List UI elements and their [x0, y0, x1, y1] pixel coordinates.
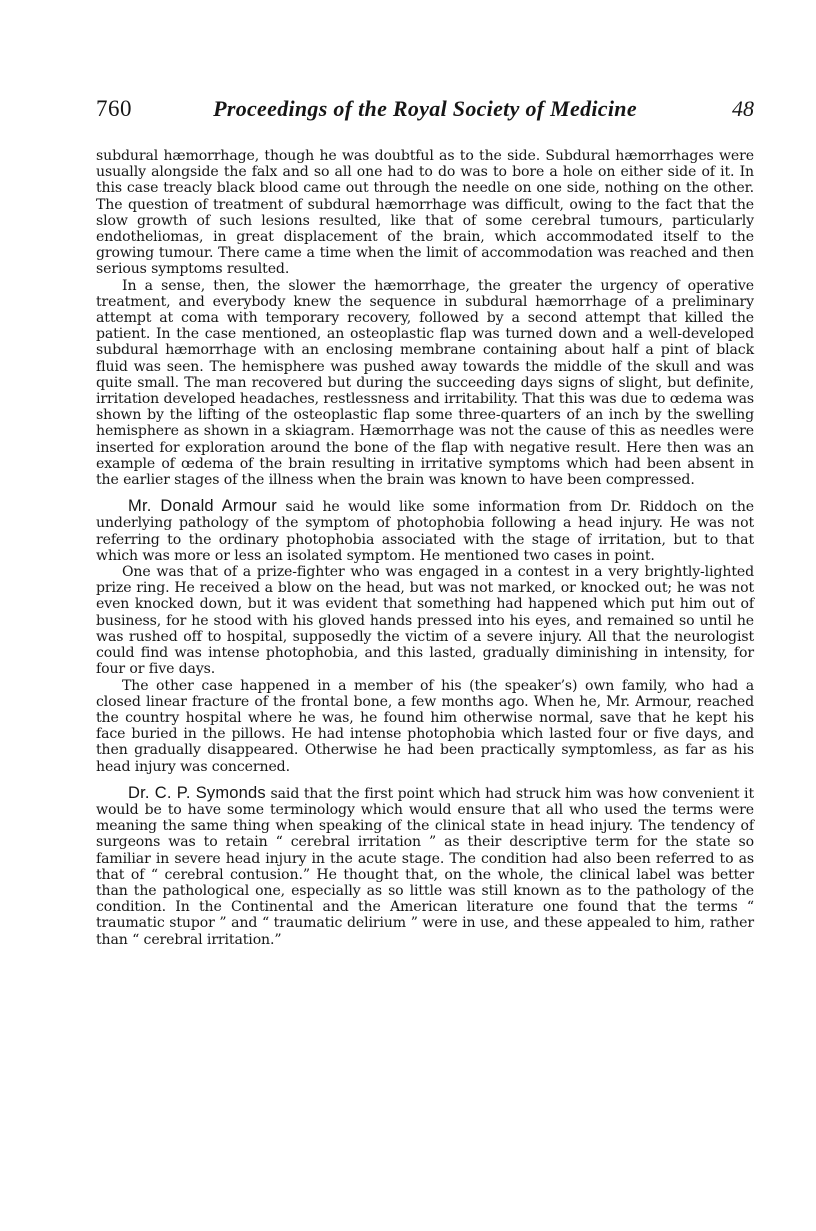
paragraph-armour-intro	[96, 498, 754, 564]
armour-intro-text: said he would like some information from Dr. Riddoch on the underlying pathology of the symptom of photophobia following a head injury. He was not referring to the ordinary photophobia associated with the stage of irritation, but to that which was more or less an isolated symptom. He mentioned two cases in point.	[96, 499, 754, 564]
volume-number: 48	[732, 96, 754, 121]
speaker-name-armour: Mr. Donald Armour	[128, 497, 278, 516]
symonds-text: said that the first point which had struck him was how convenient it would be to have some terminology which would ensure that all who used the terms were meaning the same thing when speaking of the clinical state in head injury. The tendency of surgeons was to retain “ cerebral irritation ” as their descriptive term for the state so familiar in severe head injury in the acute stage. The condition had also been referred to as that of “ cerebral contusion.” He thought that, on the whole, the clinical label was better than the pathological one, especially as so little was still known as to the pathology of the condition. In the Continental and the American literature one found that the terms “ traumatic stupor ” and “ traumatic delirium ” were in use, and these appealed to him, rather than “ cerebral irritation.”	[96, 785, 754, 948]
paragraph-haemorrhage-urgency: In a sense, then, the slower the hæmorrhage, the greater the urgency of operative treatment, and everybody knew the sequence in subdural hæmorrhage of a preliminary attempt at coma with temporary recovery, followed by a second attempt that killed the patient. In the case mentioned, an osteoplastic flap was turned down and a well-developed subdural hæmorrhage with an enclosing membrane containing about half a pint of black fluid was seen. The hemisphere was pushed away towards the middle of the skull and was quite small. The man recovered but during the succeeding days signs of slight, but definite, irritation developed headaches, restlessness and irritability. That this was due to œdema was shown by the lifting of the osteoplastic flap some three-quarters of an inch by the swelling hemisphere as shown in a skiagram. Hæmorrhage was not the cause of this as needles were inserted for exploration around the bone of the flap with negative result. Here then was an example of œdema of the brain resulting in irritative symptoms which had been absent in the earlier stages of the illness when the brain was known to have been compressed.	[96, 277, 754, 489]
journal-page	[96, 96, 754, 948]
page-number: 760	[96, 96, 132, 121]
journal-title: Proceedings of the Royal Society of Medicine	[213, 96, 637, 121]
paragraph-symonds	[96, 785, 754, 948]
paragraph-armour-case-two: The other case happened in a member of his (the speaker’s) own family, who had a closed linear fracture of the frontal bone, a few months ago. When he, Mr. Armour, reached the country hospital where he was, he found him otherwise normal, save that he kept his face buried in the pillows. He had intense photophobia which lasted four or five days, and then gradually disappeared. Otherwise he had been practically symptomless, as far as his head injury was concerned.	[96, 677, 754, 775]
running-head	[96, 96, 754, 130]
paragraph-armour-case-one: One was that of a prize-fighter who was engaged in a contest in a very brightly-lighted prize ring. He received a blow on the head, but was not marked, or knocked out; he was not even knocked down, but it was evident that something had happened which put him out of business, for he stood with his gloved hands pressed into his eyes, and remained so until he was rushed off to hospital, supposedly the victim of a severe injury. All that the neurologist could find was intense photophobia, and this lasted, gradually diminishing in intensity, for four or five days.	[96, 564, 754, 678]
speaker-name-symonds: Dr. C. P. Symonds	[128, 783, 266, 802]
paragraph-continued: subdural hæmorrhage, though he was doubtful as to the side. Subdural hæmorrhages were usually alongside the falx and so all one had to do was to bore a hole on either side of it. In this case treacly black blood came out through the needle on one side, nothing on the other. The question of treatment of subdural hæmorrhage was difficult, owing to the fact that the slow growth of such lesions resulted, like that of some cerebral tumours, particularly endotheliomas, in great displacement of the brain, which accommodated itself to the growing tumour. There came a time when the limit of accommodation was reached and then serious symptoms resulted.	[96, 148, 754, 278]
